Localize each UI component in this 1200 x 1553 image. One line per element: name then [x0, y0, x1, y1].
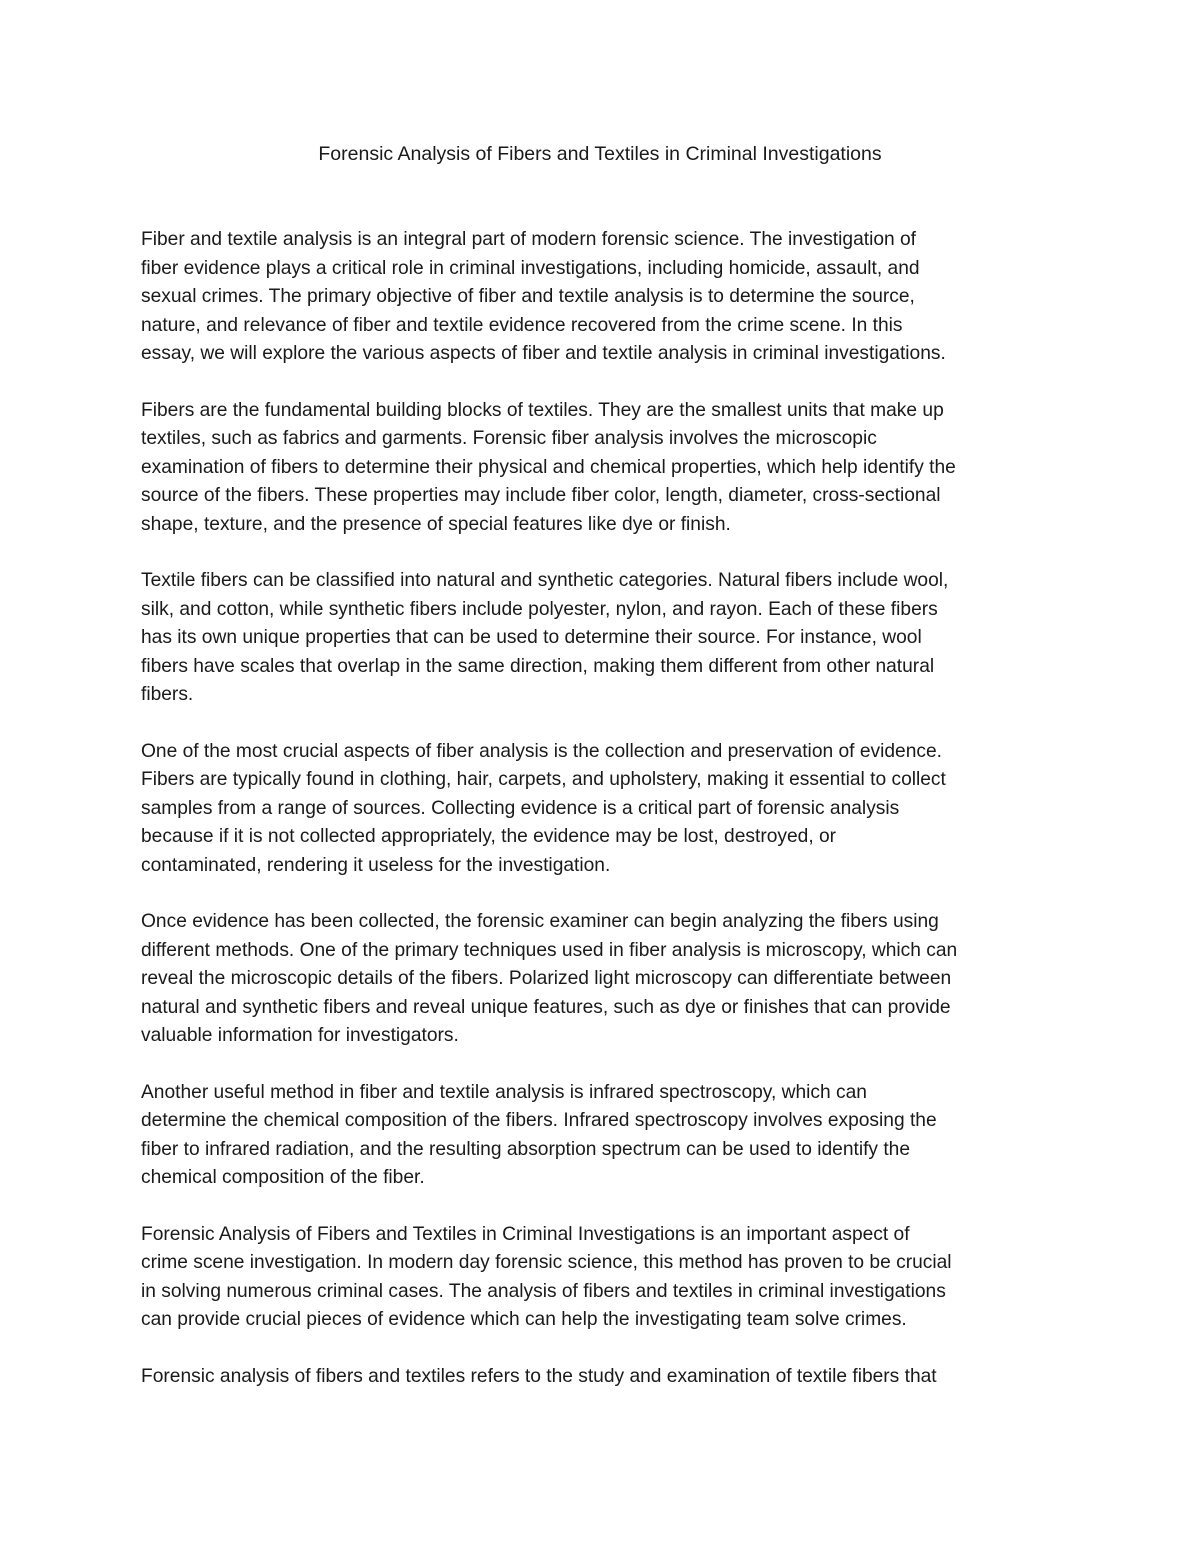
text-line: sexual crimes. The primary objective of fiber and textile analysis is to determine the source, — [141, 286, 915, 307]
text-line: textiles, such as fabrics and garments. Forensic fiber analysis involves the microscopic — [141, 428, 877, 449]
paragraph — [141, 1221, 1066, 1335]
text-line: Once evidence has been collected, the forensic examiner can begin analyzing the fibers using — [141, 911, 939, 932]
text-line: examination of fibers to determine their physical and chemical properties, which help identify the — [141, 456, 956, 478]
text-line: valuable information for investigators. — [141, 1025, 459, 1046]
text-line: contaminated, rendering it useless for the investigation. — [141, 854, 611, 876]
paragraph — [141, 908, 1066, 1051]
text-line: fiber to infrared radiation, and the resulting absorption spectrum can be used to identify the — [141, 1138, 911, 1160]
text-line: in solving numerous criminal cases. The analysis of fibers and textiles in criminal investigations — [141, 1280, 946, 1302]
text-line: Forensic analysis of fibers and textiles refers to the study and examination of textile fibers that — [141, 1365, 937, 1387]
paragraph — [141, 226, 1066, 369]
text-line: fibers have scales that overlap in the same direction, making them different from other natural — [141, 655, 935, 677]
text-line: silk, and cotton, while synthetic fibers include polyester, nylon, and rayon. Each of these fibers — [141, 598, 938, 620]
document-title: Forensic Analysis of Fibers and Textiles in Criminal Investigations — [318, 143, 882, 165]
text-line: source of the fibers. These properties may include fiber color, length, diameter, cross-sectional — [141, 485, 941, 506]
text-line: fibers. — [141, 684, 194, 705]
paragraph — [141, 397, 1066, 540]
text-line: Fiber and textile analysis is an integral part of modern forensic science. The investigation of — [141, 229, 917, 250]
text-line: crime scene investigation. In modern day forensic science, this method has proven to be crucial — [141, 1252, 952, 1273]
text-line: nature, and relevance of fiber and textile evidence recovered from the crime scene. In this — [141, 314, 903, 336]
text-line: determine the chemical composition of the fibers. Infrared spectroscopy involves exposing the — [141, 1110, 937, 1131]
document-body — [141, 226, 1066, 1419]
text-line: essay, we will explore the various aspects of fiber and textile analysis in criminal investigations. — [141, 343, 946, 364]
text-line: Another useful method in fiber and textile analysis is infrared spectroscopy, which can — [141, 1081, 867, 1103]
text-line: reveal the microscopic details of the fibers. Polarized light microscopy can differentiate between — [141, 968, 952, 989]
paragraph — [141, 567, 1066, 710]
text-line: different methods. One of the primary techniques used in fiber analysis is microscopy, which can — [141, 939, 958, 961]
text-line: Fibers are typically found in clothing, hair, carpets, and upholstery, making it essential to collect — [141, 769, 946, 790]
text-line: can provide crucial pieces of evidence which can help the investigating team solve crimes. — [141, 1309, 907, 1330]
text-line: Textile fibers can be classified into natural and synthetic categories. Natural fibers include wool, — [141, 570, 949, 591]
text-line: Forensic Analysis of Fibers and Textiles in Criminal Investigations is an important aspect of — [141, 1223, 910, 1245]
text-line: because if it is not collected appropriately, the evidence may be lost, destroyed, or — [141, 826, 837, 847]
text-line: One of the most crucial aspects of fiber analysis is the collection and preservation of evidence. — [141, 740, 942, 762]
text-line: Fibers are the fundamental building blocks of textiles. They are the smallest units that make up — [141, 399, 944, 421]
paragraph — [141, 1079, 1066, 1193]
text-line: samples from a range of sources. Collecting evidence is a critical part of forensic analysis — [141, 797, 900, 819]
text-line: shape, texture, and the presence of special features like dye or finish. — [141, 513, 731, 535]
text-line: has its own unique properties that can be used to determine their source. For instance, wool — [141, 627, 922, 648]
text-line: natural and synthetic fibers and reveal unique features, such as dye or finishes that can provide — [141, 996, 951, 1018]
paragraph — [141, 1363, 1066, 1392]
text-line: fiber evidence plays a critical role in criminal investigations, including homicide, assault, and — [141, 257, 920, 279]
text-line: chemical composition of the fiber. — [141, 1167, 425, 1188]
paragraph — [141, 738, 1066, 881]
